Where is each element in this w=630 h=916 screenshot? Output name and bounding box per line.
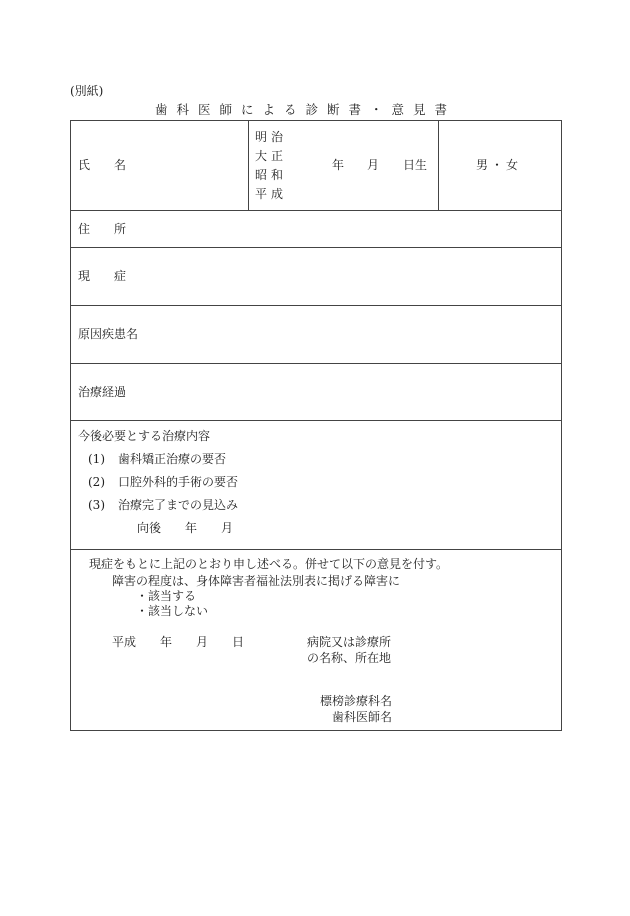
cell-divider (438, 120, 439, 210)
item-number: (3) (88, 498, 105, 512)
treatment-history-label: 治療経過 (78, 385, 127, 399)
birth-year-label: 年 (332, 158, 345, 172)
department-label: 標榜診療科名 (320, 694, 393, 708)
hospital-label-2: の名称、所在地 (307, 651, 392, 665)
row-divider (70, 210, 562, 211)
hospital-label-1: 病院又は診療所 (307, 635, 392, 649)
row-divider (70, 549, 562, 550)
dentist-name-label: 歯科医師名 (332, 710, 393, 724)
form-title: 歯科医師による診断書・意見書 (155, 102, 457, 117)
address-label: 住 所 (78, 222, 133, 236)
future-treatment-heading: 今後必要とする治療内容 (78, 429, 211, 443)
birth-month-label: 月 (367, 158, 380, 172)
birth-day-label: 日生 (403, 158, 428, 172)
era-taisho[interactable]: 大正 (255, 149, 288, 163)
option-not-applicable[interactable]: ・該当しない (136, 604, 209, 618)
era-heisei[interactable]: 平成 (255, 187, 288, 201)
option-applicable[interactable]: ・該当する (136, 589, 197, 603)
era-showa[interactable]: 昭和 (255, 168, 288, 182)
table-border-bottom (70, 730, 562, 731)
item-number: (1) (88, 452, 105, 466)
symptoms-label: 現 症 (78, 269, 133, 283)
table-border-left (70, 120, 71, 731)
item-orthodontic: 歯科矯正治療の要否 (118, 452, 227, 466)
row-divider (70, 247, 562, 248)
cell-divider (248, 120, 249, 210)
signature-date: 平成 年 月 日 (112, 635, 245, 649)
row-divider (70, 420, 562, 421)
sex-choice[interactable]: 男・女 (476, 158, 522, 172)
item-number: (2) (88, 475, 105, 489)
table-border-top (70, 120, 562, 121)
era-meiji[interactable]: 明治 (255, 130, 288, 144)
table-border-right (561, 120, 562, 731)
row-divider (70, 363, 562, 364)
cause-label: 原因疾患名 (78, 327, 139, 341)
annex-label: (別紙) (70, 84, 104, 98)
opinion-line2: 障害の程度は、身体障害者福祉法別表に掲げる障害に (112, 574, 401, 588)
item-surgery: 口腔外科的手術の要否 (118, 475, 239, 489)
opinion-line1: 現症をもとに上記のとおり申し述べる。併せて以下の意見を付す。 (89, 557, 449, 571)
item-completion: 治療完了までの見込み (118, 498, 239, 512)
row-divider (70, 305, 562, 306)
outlook-period: 向後 年 月 (137, 521, 234, 535)
era-list (255, 128, 287, 204)
name-label: 氏 名 (78, 158, 133, 172)
